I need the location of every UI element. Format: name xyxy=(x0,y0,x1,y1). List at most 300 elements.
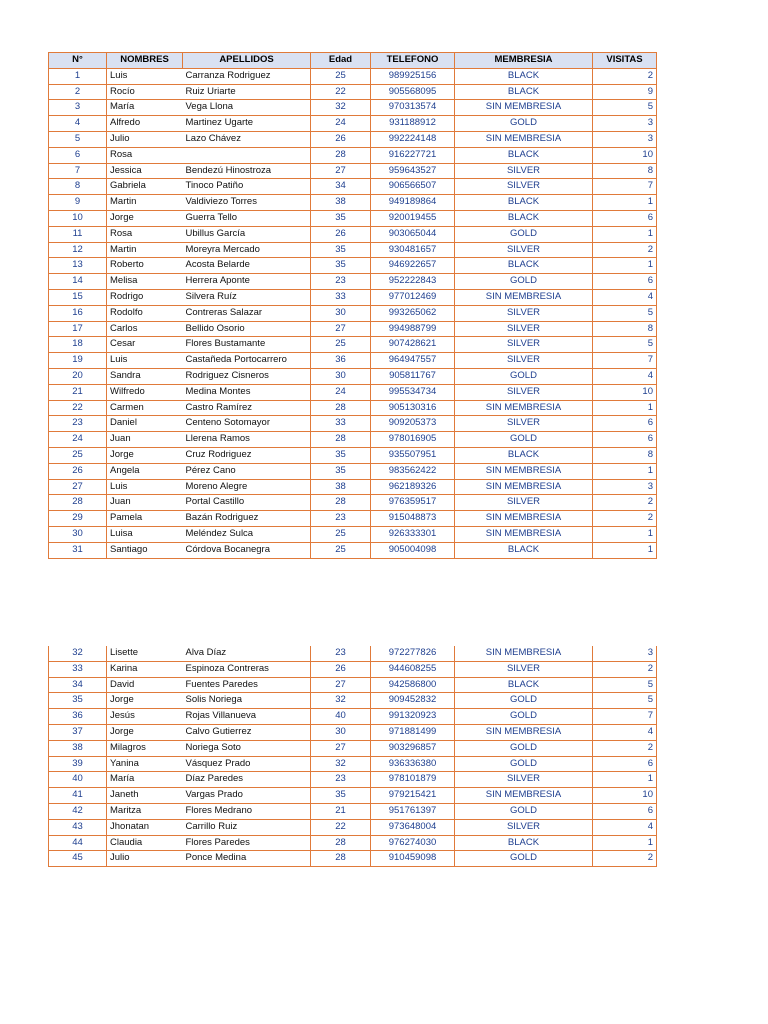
cell-num: 2 xyxy=(49,84,107,100)
cell-membresia: GOLD xyxy=(455,226,593,242)
cell-edad: 33 xyxy=(311,289,371,305)
cell-membresia: GOLD xyxy=(455,432,593,448)
cell-apellido: Moreyra Mercado xyxy=(183,242,311,258)
cell-membresia: SIN MEMBRESIA xyxy=(455,400,593,416)
cell-num: 40 xyxy=(49,772,107,788)
cell-nombre: David xyxy=(107,677,183,693)
table-row xyxy=(49,163,657,179)
cell-telefono: 978101879 xyxy=(371,772,455,788)
cell-visitas: 1 xyxy=(593,400,657,416)
cell-num: 10 xyxy=(49,210,107,226)
cell-telefono: 991320923 xyxy=(371,709,455,725)
table-row xyxy=(49,368,657,384)
cell-num: 1 xyxy=(49,68,107,84)
cell-membresia: SILVER xyxy=(455,337,593,353)
cell-telefono: 915048873 xyxy=(371,511,455,527)
table-row xyxy=(49,646,657,661)
cell-nombre: Pamela xyxy=(107,511,183,527)
cell-telefono: 905130316 xyxy=(371,400,455,416)
cell-apellido: Carrillo Ruiz xyxy=(183,819,311,835)
cell-visitas: 2 xyxy=(593,851,657,867)
cell-edad: 27 xyxy=(311,163,371,179)
cell-telefono: 952222843 xyxy=(371,274,455,290)
cell-telefono: 906566507 xyxy=(371,179,455,195)
cell-num: 9 xyxy=(49,195,107,211)
cell-membresia: SIN MEMBRESIA xyxy=(455,724,593,740)
cell-num: 31 xyxy=(49,542,107,558)
cell-visitas: 8 xyxy=(593,163,657,179)
cell-membresia: BLACK xyxy=(455,258,593,274)
cell-telefono: 972277826 xyxy=(371,646,455,661)
cell-num: 29 xyxy=(49,511,107,527)
cell-apellido: Rodriguez Cisneros xyxy=(183,368,311,384)
cell-num: 6 xyxy=(49,147,107,163)
cell-telefono: 909452832 xyxy=(371,693,455,709)
cell-nombre: Luis xyxy=(107,68,183,84)
cell-apellido: Herrera Aponte xyxy=(183,274,311,290)
cell-membresia: SIN MEMBRESIA xyxy=(455,479,593,495)
table-row xyxy=(49,835,657,851)
cell-num: 14 xyxy=(49,274,107,290)
cell-nombre: Lisette xyxy=(107,646,183,661)
cell-edad: 33 xyxy=(311,416,371,432)
table-row xyxy=(49,195,657,211)
cell-edad: 25 xyxy=(311,68,371,84)
cell-telefono: 949189864 xyxy=(371,195,455,211)
cell-visitas: 4 xyxy=(593,724,657,740)
cell-membresia: BLACK xyxy=(455,542,593,558)
cell-edad: 25 xyxy=(311,542,371,558)
members-table-continued-body xyxy=(49,646,657,867)
cell-telefono: 905004098 xyxy=(371,542,455,558)
cell-apellido: Alva Díaz xyxy=(183,646,311,661)
cell-apellido: Flores Medrano xyxy=(183,803,311,819)
cell-telefono: 976274030 xyxy=(371,835,455,851)
members-table xyxy=(48,52,657,559)
cell-telefono: 995534734 xyxy=(371,384,455,400)
cell-num: 37 xyxy=(49,724,107,740)
table-row xyxy=(49,677,657,693)
cell-num: 34 xyxy=(49,677,107,693)
cell-num: 3 xyxy=(49,100,107,116)
cell-edad: 32 xyxy=(311,693,371,709)
table-row xyxy=(49,116,657,132)
cell-visitas: 5 xyxy=(593,677,657,693)
cell-nombre: Julio xyxy=(107,851,183,867)
cell-visitas: 10 xyxy=(593,147,657,163)
cell-nombre: Juan xyxy=(107,495,183,511)
cell-edad: 40 xyxy=(311,709,371,725)
cell-membresia: SIN MEMBRESIA xyxy=(455,646,593,661)
cell-apellido: Silvera Ruíz xyxy=(183,289,311,305)
cell-telefono: 983562422 xyxy=(371,463,455,479)
cell-visitas: 3 xyxy=(593,116,657,132)
cell-apellido: Vega Llona xyxy=(183,100,311,116)
cell-nombre: Santiago xyxy=(107,542,183,558)
cell-edad: 27 xyxy=(311,677,371,693)
cell-nombre: Jhonatan xyxy=(107,819,183,835)
cell-visitas: 1 xyxy=(593,463,657,479)
cell-nombre: Claudia xyxy=(107,835,183,851)
cell-edad: 23 xyxy=(311,511,371,527)
cell-membresia: GOLD xyxy=(455,116,593,132)
cell-visitas: 1 xyxy=(593,195,657,211)
cell-visitas: 1 xyxy=(593,526,657,542)
cell-apellido: Fuentes Paredes xyxy=(183,677,311,693)
cell-apellido: Noriega Soto xyxy=(183,740,311,756)
cell-num: 19 xyxy=(49,353,107,369)
cell-num: 18 xyxy=(49,337,107,353)
table-row xyxy=(49,447,657,463)
cell-membresia: BLACK xyxy=(455,677,593,693)
table-row xyxy=(49,242,657,258)
cell-apellido: Ubillus García xyxy=(183,226,311,242)
cell-num: 21 xyxy=(49,384,107,400)
cell-apellido: Córdova Bocanegra xyxy=(183,542,311,558)
header-apellidos: APELLIDOS xyxy=(183,53,311,69)
cell-nombre: Jorge xyxy=(107,447,183,463)
cell-telefono: 962189326 xyxy=(371,479,455,495)
cell-edad: 28 xyxy=(311,851,371,867)
cell-membresia: SILVER xyxy=(455,321,593,337)
table-row xyxy=(49,661,657,677)
cell-num: 23 xyxy=(49,416,107,432)
cell-num: 36 xyxy=(49,709,107,725)
cell-num: 12 xyxy=(49,242,107,258)
cell-apellido: Solis Noriega xyxy=(183,693,311,709)
cell-num: 7 xyxy=(49,163,107,179)
cell-membresia: SILVER xyxy=(455,416,593,432)
cell-edad: 26 xyxy=(311,661,371,677)
cell-visitas: 2 xyxy=(593,740,657,756)
cell-telefono: 993265062 xyxy=(371,305,455,321)
cell-visitas: 5 xyxy=(593,305,657,321)
cell-membresia: SILVER xyxy=(455,353,593,369)
cell-visitas: 3 xyxy=(593,479,657,495)
cell-visitas: 1 xyxy=(593,542,657,558)
cell-apellido: Espinoza Contreras xyxy=(183,661,311,677)
table-row xyxy=(49,289,657,305)
cell-edad: 27 xyxy=(311,740,371,756)
cell-membresia: BLACK xyxy=(455,147,593,163)
cell-telefono: 978016905 xyxy=(371,432,455,448)
cell-num: 43 xyxy=(49,819,107,835)
cell-edad: 30 xyxy=(311,368,371,384)
table-row xyxy=(49,274,657,290)
table-row xyxy=(49,803,657,819)
cell-edad: 24 xyxy=(311,384,371,400)
cell-visitas: 6 xyxy=(593,432,657,448)
cell-nombre: Milagros xyxy=(107,740,183,756)
cell-telefono: 920019455 xyxy=(371,210,455,226)
cell-nombre: Rodrigo xyxy=(107,289,183,305)
cell-membresia: BLACK xyxy=(455,68,593,84)
cell-nombre: Carlos xyxy=(107,321,183,337)
cell-membresia: SIN MEMBRESIA xyxy=(455,511,593,527)
table-row xyxy=(49,851,657,867)
cell-membresia: SIN MEMBRESIA xyxy=(455,131,593,147)
cell-telefono: 959643527 xyxy=(371,163,455,179)
cell-visitas: 5 xyxy=(593,693,657,709)
cell-visitas: 1 xyxy=(593,258,657,274)
cell-apellido: Medina Montes xyxy=(183,384,311,400)
cell-nombre: Juan xyxy=(107,432,183,448)
cell-nombre: Yanina xyxy=(107,756,183,772)
cell-edad: 35 xyxy=(311,210,371,226)
cell-nombre: Julio xyxy=(107,131,183,147)
cell-membresia: SILVER xyxy=(455,495,593,511)
table-row xyxy=(49,463,657,479)
table-row xyxy=(49,179,657,195)
table-row xyxy=(49,479,657,495)
cell-telefono: 907428621 xyxy=(371,337,455,353)
cell-telefono: 926333301 xyxy=(371,526,455,542)
table-row xyxy=(49,724,657,740)
cell-num: 30 xyxy=(49,526,107,542)
cell-nombre: Rosa xyxy=(107,147,183,163)
cell-telefono: 935507951 xyxy=(371,447,455,463)
header-telefono: TELEFONO xyxy=(371,53,455,69)
cell-apellido: Bendezú Hinostroza xyxy=(183,163,311,179)
cell-apellido: Acosta Belarde xyxy=(183,258,311,274)
cell-num: 20 xyxy=(49,368,107,384)
cell-visitas: 6 xyxy=(593,756,657,772)
table-row xyxy=(49,542,657,558)
table-row xyxy=(49,416,657,432)
cell-apellido: Cruz Rodriguez xyxy=(183,447,311,463)
cell-num: 5 xyxy=(49,131,107,147)
cell-edad: 23 xyxy=(311,274,371,290)
cell-nombre: María xyxy=(107,772,183,788)
cell-edad: 22 xyxy=(311,84,371,100)
cell-telefono: 977012469 xyxy=(371,289,455,305)
cell-apellido: Lazo Chávez xyxy=(183,131,311,147)
cell-visitas: 3 xyxy=(593,131,657,147)
cell-membresia: BLACK xyxy=(455,84,593,100)
cell-edad: 36 xyxy=(311,353,371,369)
cell-membresia: SILVER xyxy=(455,661,593,677)
cell-apellido xyxy=(183,147,311,163)
cell-edad: 26 xyxy=(311,226,371,242)
cell-telefono: 989925156 xyxy=(371,68,455,84)
cell-telefono: 994988799 xyxy=(371,321,455,337)
cell-num: 15 xyxy=(49,289,107,305)
cell-membresia: SIN MEMBRESIA xyxy=(455,788,593,804)
cell-membresia: SILVER xyxy=(455,305,593,321)
table-row xyxy=(49,353,657,369)
table-row xyxy=(49,495,657,511)
cell-num: 11 xyxy=(49,226,107,242)
cell-nombre: Alfredo xyxy=(107,116,183,132)
cell-apellido: Flores Paredes xyxy=(183,835,311,851)
cell-nombre: Rosa xyxy=(107,226,183,242)
cell-telefono: 951761397 xyxy=(371,803,455,819)
cell-edad: 28 xyxy=(311,432,371,448)
cell-num: 22 xyxy=(49,400,107,416)
cell-telefono: 936336380 xyxy=(371,756,455,772)
cell-num: 25 xyxy=(49,447,107,463)
table-row xyxy=(49,147,657,163)
cell-visitas: 6 xyxy=(593,803,657,819)
cell-telefono: 971881499 xyxy=(371,724,455,740)
cell-membresia: BLACK xyxy=(455,210,593,226)
cell-membresia: SILVER xyxy=(455,819,593,835)
cell-apellido: Guerra Tello xyxy=(183,210,311,226)
cell-membresia: GOLD xyxy=(455,709,593,725)
cell-apellido: Portal Castillo xyxy=(183,495,311,511)
cell-num: 13 xyxy=(49,258,107,274)
cell-edad: 28 xyxy=(311,147,371,163)
cell-nombre: Cesar xyxy=(107,337,183,353)
cell-num: 16 xyxy=(49,305,107,321)
cell-apellido: Llerena Ramos xyxy=(183,432,311,448)
cell-apellido: Ruiz Uriarte xyxy=(183,84,311,100)
cell-apellido: Moreno Alegre xyxy=(183,479,311,495)
cell-apellido: Pérez Cano xyxy=(183,463,311,479)
cell-num: 4 xyxy=(49,116,107,132)
cell-apellido: Contreras Salazar xyxy=(183,305,311,321)
cell-apellido: Rojas Villanueva xyxy=(183,709,311,725)
cell-edad: 26 xyxy=(311,131,371,147)
cell-telefono: 944608255 xyxy=(371,661,455,677)
table-row xyxy=(49,432,657,448)
cell-telefono: 970313574 xyxy=(371,100,455,116)
cell-visitas: 7 xyxy=(593,179,657,195)
cell-num: 26 xyxy=(49,463,107,479)
cell-membresia: SILVER xyxy=(455,242,593,258)
cell-visitas: 6 xyxy=(593,210,657,226)
cell-edad: 25 xyxy=(311,526,371,542)
cell-visitas: 8 xyxy=(593,447,657,463)
cell-membresia: GOLD xyxy=(455,851,593,867)
cell-visitas: 7 xyxy=(593,353,657,369)
cell-telefono: 903296857 xyxy=(371,740,455,756)
table-row xyxy=(49,258,657,274)
cell-apellido: Vargas Prado xyxy=(183,788,311,804)
cell-num: 27 xyxy=(49,479,107,495)
cell-visitas: 3 xyxy=(593,646,657,661)
cell-edad: 21 xyxy=(311,803,371,819)
cell-nombre: Sandra xyxy=(107,368,183,384)
cell-nombre: Gabriela xyxy=(107,179,183,195)
header-num: N° xyxy=(49,53,107,69)
cell-nombre: Angela xyxy=(107,463,183,479)
cell-num: 45 xyxy=(49,851,107,867)
cell-visitas: 2 xyxy=(593,495,657,511)
cell-edad: 30 xyxy=(311,305,371,321)
cell-telefono: 979215421 xyxy=(371,788,455,804)
cell-apellido: Vásquez Prado xyxy=(183,756,311,772)
cell-nombre: Luisa xyxy=(107,526,183,542)
cell-membresia: GOLD xyxy=(455,740,593,756)
table-row xyxy=(49,400,657,416)
cell-num: 17 xyxy=(49,321,107,337)
cell-edad: 34 xyxy=(311,179,371,195)
cell-visitas: 2 xyxy=(593,68,657,84)
cell-apellido: Ponce Medina xyxy=(183,851,311,867)
cell-edad: 35 xyxy=(311,788,371,804)
cell-edad: 35 xyxy=(311,258,371,274)
cell-nombre: Wilfredo xyxy=(107,384,183,400)
cell-visitas: 10 xyxy=(593,788,657,804)
table-row xyxy=(49,84,657,100)
cell-apellido: Bazán Rodriguez xyxy=(183,511,311,527)
cell-apellido: Díaz Paredes xyxy=(183,772,311,788)
cell-num: 39 xyxy=(49,756,107,772)
header-nombres: NOMBRES xyxy=(107,53,183,69)
table-row xyxy=(49,305,657,321)
cell-edad: 23 xyxy=(311,646,371,661)
cell-visitas: 7 xyxy=(593,709,657,725)
cell-visitas: 6 xyxy=(593,274,657,290)
cell-visitas: 5 xyxy=(593,337,657,353)
cell-apellido: Flores Bustamante xyxy=(183,337,311,353)
cell-nombre: Jorge xyxy=(107,210,183,226)
cell-edad: 27 xyxy=(311,321,371,337)
cell-visitas: 1 xyxy=(593,772,657,788)
cell-edad: 25 xyxy=(311,337,371,353)
cell-visitas: 4 xyxy=(593,819,657,835)
cell-telefono: 973648004 xyxy=(371,819,455,835)
cell-telefono: 964947557 xyxy=(371,353,455,369)
cell-telefono: 903065044 xyxy=(371,226,455,242)
cell-membresia: SILVER xyxy=(455,772,593,788)
table-row xyxy=(49,384,657,400)
cell-num: 28 xyxy=(49,495,107,511)
table-row xyxy=(49,321,657,337)
cell-visitas: 4 xyxy=(593,368,657,384)
table-row xyxy=(49,511,657,527)
cell-nombre: María xyxy=(107,100,183,116)
cell-num: 8 xyxy=(49,179,107,195)
cell-num: 42 xyxy=(49,803,107,819)
cell-apellido: Tinoco Patiño xyxy=(183,179,311,195)
cell-membresia: BLACK xyxy=(455,835,593,851)
table-row xyxy=(49,756,657,772)
cell-nombre: Daniel xyxy=(107,416,183,432)
header-membresia: MEMBRESIA xyxy=(455,53,593,69)
cell-nombre: Maritza xyxy=(107,803,183,819)
cell-num: 32 xyxy=(49,646,107,661)
cell-visitas: 1 xyxy=(593,226,657,242)
cell-nombre: Janeth xyxy=(107,788,183,804)
cell-apellido: Castro Ramírez xyxy=(183,400,311,416)
table-row xyxy=(49,772,657,788)
table-row xyxy=(49,693,657,709)
table-row xyxy=(49,131,657,147)
cell-visitas: 5 xyxy=(593,100,657,116)
cell-edad: 28 xyxy=(311,495,371,511)
cell-membresia: GOLD xyxy=(455,756,593,772)
cell-membresia: BLACK xyxy=(455,195,593,211)
cell-edad: 22 xyxy=(311,819,371,835)
table-row xyxy=(49,819,657,835)
cell-edad: 30 xyxy=(311,724,371,740)
table-row xyxy=(49,100,657,116)
cell-telefono: 909205373 xyxy=(371,416,455,432)
header-row xyxy=(49,53,657,69)
cell-visitas: 2 xyxy=(593,661,657,677)
cell-num: 38 xyxy=(49,740,107,756)
cell-edad: 35 xyxy=(311,463,371,479)
cell-apellido: Carranza Rodriguez xyxy=(183,68,311,84)
cell-nombre: Rocío xyxy=(107,84,183,100)
table-row xyxy=(49,210,657,226)
cell-visitas: 6 xyxy=(593,416,657,432)
table-row xyxy=(49,68,657,84)
table-row xyxy=(49,226,657,242)
cell-membresia: GOLD xyxy=(455,803,593,819)
